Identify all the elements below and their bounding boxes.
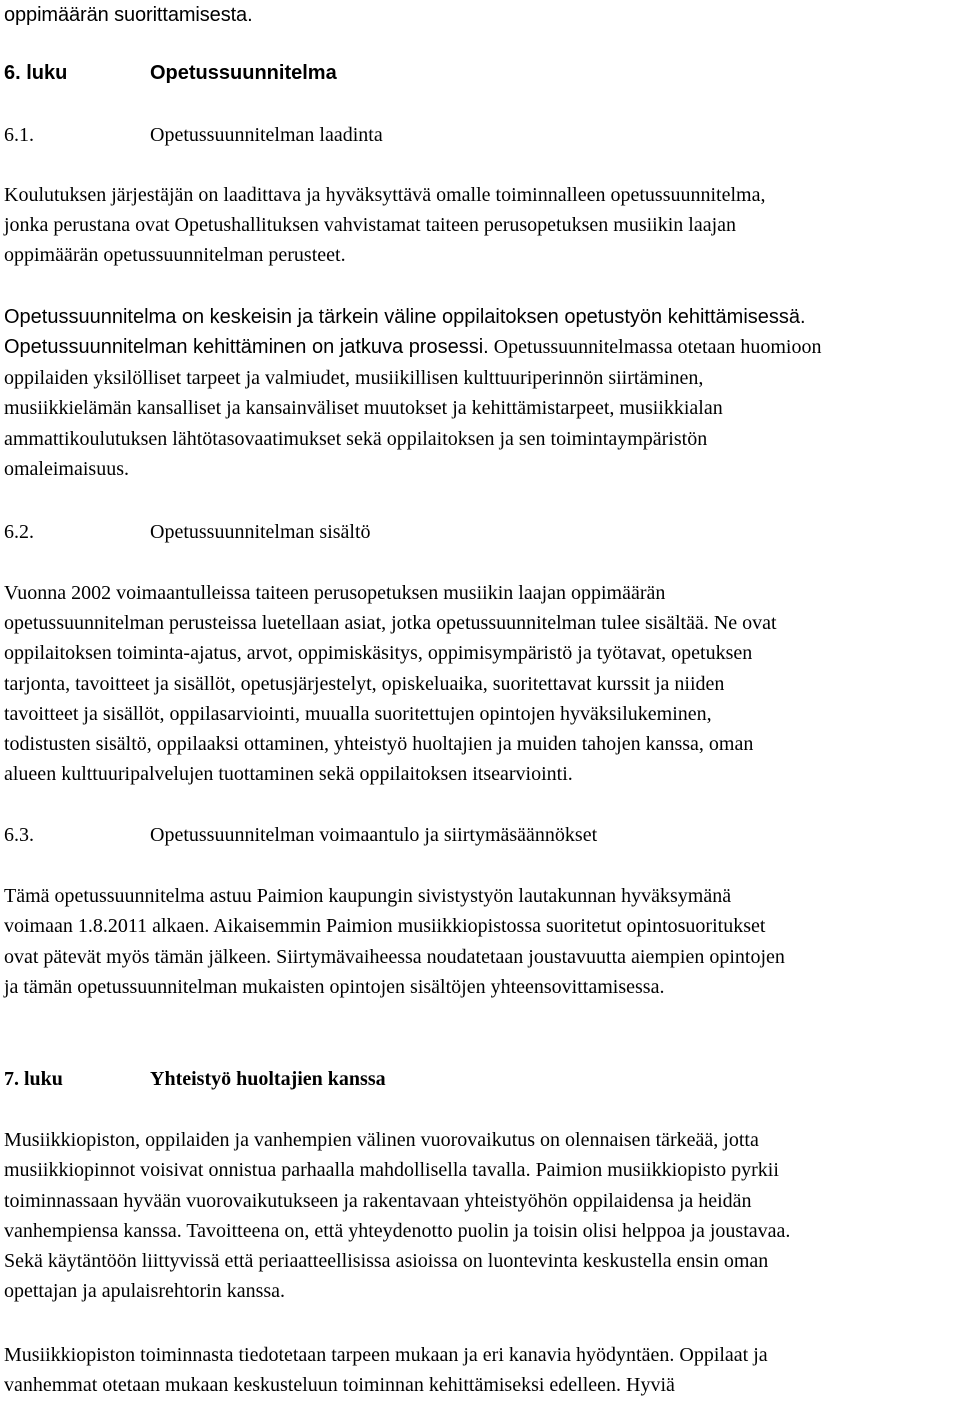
section-6-1-title: Opetussuunnitelman laadinta <box>150 124 383 146</box>
paragraph-line: ovat pätevät myös tämän jälkeen. Siirtymävaiheessa noudatetaan joustavuutta aiempien opintojen <box>4 946 785 968</box>
chapter-7-title: Yhteistyö huoltajien kanssa <box>150 1068 386 1090</box>
paragraph-sans-run: Opetussuunnitelman kehittäminen on jatkuva prosessi. <box>4 336 489 358</box>
paragraph-line: Tämä opetussuunnitelma astuu Paimion kaupungin sivistystyön lautakunnan hyväksymänä <box>4 885 732 907</box>
chapter-7-number: 7. luku <box>4 1068 63 1090</box>
paragraph-serif-run: Opetussuunnitelmassa otetaan huomioon <box>488 336 822 358</box>
paragraph-line: voimaan 1.8.2011 alkaen. Aikaisemmin Paimion musiikkiopistossa suoritetut opintosuoritukset <box>4 915 766 937</box>
paragraph-line: oppimäärän opetussuunnitelman perusteet. <box>4 244 346 266</box>
paragraph-line: Sekä käytäntöön liittyvissä että periaatteellisissa asioissa on luontevinta keskustella ensin oman <box>4 1250 769 1272</box>
section-6-3-number: 6.3. <box>4 824 34 846</box>
paragraph-line: Opetussuunnitelma on keskeisin ja tärkein väline oppilaitoksen opetustyön kehittämisessä. <box>4 306 806 328</box>
paragraph-line: vanhemmat otetaan mukaan keskusteluun toiminnan kehittämiseksi edelleen. Hyviä <box>4 1374 675 1396</box>
paragraph-line: oppilaitoksen toiminta-ajatus, arvot, oppimiskäsitys, oppimisympäristö ja työtavat, opetuksen <box>4 642 753 664</box>
paragraph-line: opettajan ja apulaisrehtorin kanssa. <box>4 1280 286 1302</box>
paragraph-line: ammattikoulutuksen lähtötasovaatimukset sekä oppilaitoksen ja sen toimintaympäristön <box>4 428 708 450</box>
paragraph-line: todistusten sisältö, oppilaaksi ottaminen, yhteistyö huoltajien ja muiden tahojen kanssa, oman <box>4 733 754 755</box>
paragraph-line: jonka perustana ovat Opetushallituksen vahvistamat taiteen perusopetuksen musiikin laajan <box>4 214 737 236</box>
paragraph-line: vanhempiensa kanssa. Tavoitteena on, että yhteydenotto puolin ja toisin olisi helppoa ja joustavaa. <box>4 1220 791 1242</box>
paragraph-line: tavoitteet ja sisällöt, oppilasarviointi, muualla suoritettujen opintojen hyväksilukeminen, <box>4 703 712 725</box>
previous-page-fragment: oppimäärän suorittamisesta. <box>4 4 253 26</box>
chapter-6-number: 6. luku <box>4 62 68 84</box>
paragraph-line: Koulutuksen järjestäjän on laadittava ja hyväksyttävä omalle toiminnalleen opetussuunnitelma, <box>4 184 766 206</box>
paragraph-line: oppilaiden yksilölliset tarpeet ja valmiudet, musiikillisen kulttuuriperinnön siirtäminen, <box>4 367 704 389</box>
paragraph-line: opetussuunnitelman perusteissa luetellaan asiat, jotka opetussuunnitelman tulee sisältää. Ne ovat <box>4 612 777 634</box>
paragraph-line: Musiikkiopiston, oppilaiden ja vanhempien välinen vuorovaikutus on olennaisen tärkeää, jotta <box>4 1129 759 1151</box>
section-6-3-title: Opetussuunnitelman voimaantulo ja siirtymäsäännökset <box>150 824 598 846</box>
paragraph-line: musiikkielämän kansalliset ja kansainväliset muutokset ja kehittämistarpeet, musiikkialan <box>4 397 723 419</box>
section-6-1-number: 6.1. <box>4 124 34 146</box>
paragraph-line: toiminnassaan hyvään vuorovaikutukseen ja rakentavaan yhteistyöhön oppilaidensa ja heidän <box>4 1190 752 1212</box>
section-6-2-number: 6.2. <box>4 521 34 543</box>
paragraph-line: musiikkiopinnot voisivat onnistua parhaalla mahdollisella tavalla. Paimion musiikkiopisto pyrkii <box>4 1159 779 1181</box>
paragraph-line: Musiikkiopiston toiminnasta tiedotetaan tarpeen mukaan ja eri kanavia hyödyntäen. Oppilaat ja <box>4 1344 768 1366</box>
paragraph-line: alueen kulttuuripalvelujen tuottaminen sekä oppilaitoksen itsearviointi. <box>4 763 573 785</box>
paragraph-line-mixed <box>4 332 821 362</box>
paragraph-line: tarjonta, tavoitteet ja sisällöt, opetusjärjestelyt, opiskeluaika, suoritettavat kurssit ja niiden <box>4 673 725 695</box>
paragraph-line: ja tämän opetussuunnitelman mukaisten opintojen sisältöjen yhteensovittamisessa. <box>4 976 665 998</box>
paragraph-line: omaleimaisuus. <box>4 458 129 480</box>
section-6-2-title: Opetussuunnitelman sisältö <box>150 521 371 543</box>
chapter-6-title: Opetussuunnitelma <box>150 62 337 84</box>
paragraph-line: Vuonna 2002 voimaantulleissa taiteen perusopetuksen musiikin laajan oppimäärän <box>4 582 666 604</box>
